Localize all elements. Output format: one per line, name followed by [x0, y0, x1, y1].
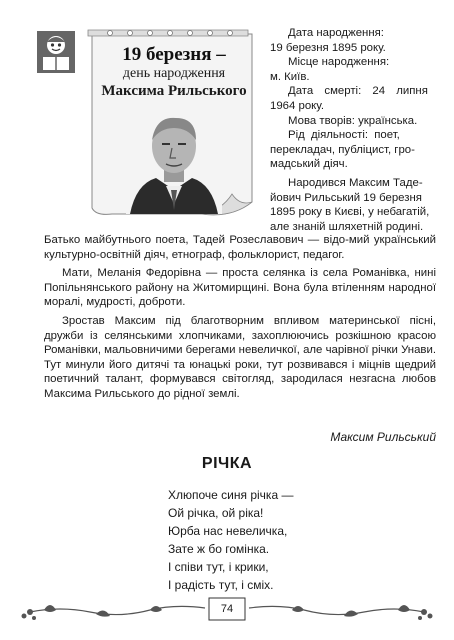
info-line: Рід діяльності: поет, [288, 129, 400, 142]
info-line: йович Рильський 19 березня [270, 191, 422, 204]
poem-line: І співи тут, і крики, [168, 560, 269, 574]
reading-child-icon [36, 30, 76, 74]
author-signature: Максим Рильський [330, 430, 436, 444]
page-number: 74 [220, 603, 234, 615]
info-line: перекладач, публіцист, гро- [270, 143, 415, 156]
card-subtitle: день народження [122, 66, 226, 81]
card-date: 19 березня – [122, 44, 226, 65]
info-line: 1964 року. [270, 99, 325, 112]
calendar-card [82, 26, 258, 224]
poem [168, 486, 293, 594]
info-line: Мова творів: українська. [288, 114, 418, 127]
paragraph-childhood: Зростав Максим під благотворним впливом материнської пісні, дружби із селянськими хлопчиками, захоплюючись розкішною красою Романівки, мальовничими берегами невеличкої, але чарівної річки Унави. Тут минули його дитячі та юнацькі роки, тут розвивався і міцнів щедрий поетичний талант, формувався світогляд, зародилася незгасна любов Максима Рильського до рідної землі. [44, 314, 436, 400]
poem-line: Ой річка, ой ріка! [168, 506, 264, 520]
poem-line: Юрба нас невеличка, [168, 524, 288, 538]
poem-line: Зате ж бо гомінка. [168, 542, 270, 556]
poem-line: Хлюпоче синя річка — [168, 488, 294, 502]
info-line: 1895 року в Києві, у небагатій, [270, 206, 430, 219]
info-line: мадський діяч. [270, 158, 348, 171]
portrait-photo [126, 106, 222, 214]
paragraph-father: Батько майбутнього поета, Тадей Розеславович — відо-мий український культурно-освітній діяч, етнограф, фольклорист, педагог. [44, 234, 436, 261]
paragraph-mother: Мати, Меланія Федорівна — проста селянка із села Романівка, нині Попільнянського району на Житомирщині. Вона була втіленням народної моралі, мудрості, доброти. [44, 267, 436, 309]
bio-info [270, 26, 436, 234]
info-line: 19 березня 1895 року. [270, 41, 386, 54]
info-line: Місце народження: [288, 56, 390, 69]
info-line: але знаній шляхетній родині. [270, 220, 424, 233]
body-text [44, 233, 436, 402]
poem-title: РІЧКА [201, 455, 253, 472]
info-line: Дата народження: [288, 27, 384, 39]
info-line: Народився Максим Таде- [288, 176, 423, 189]
poem-line: І радість тут, і сміх. [168, 578, 274, 592]
info-line: Дата смерті: 24 липня [288, 85, 428, 98]
info-line: м. Київ. [270, 70, 310, 83]
card-name: Максима Рильського [101, 83, 247, 99]
